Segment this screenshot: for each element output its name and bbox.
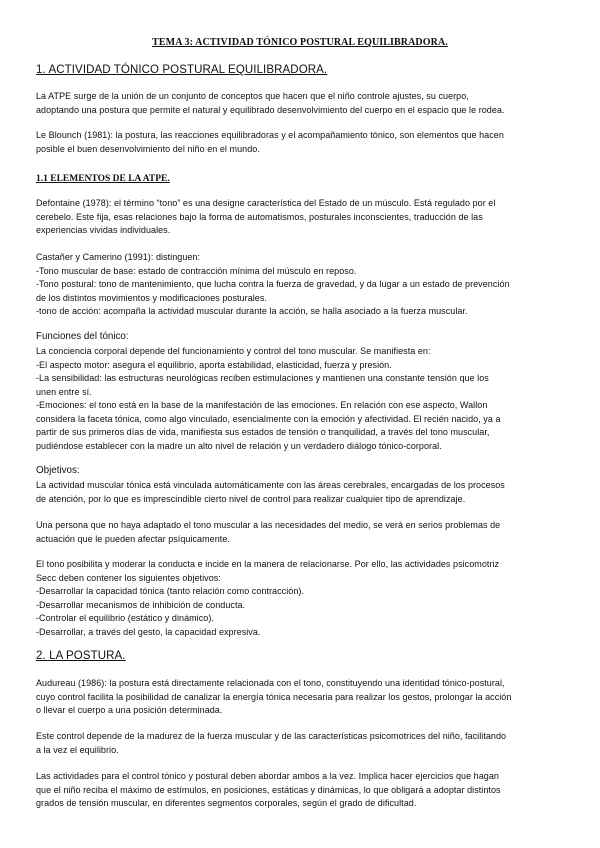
castaner-paragraph: Castañer y Camerino (1991): distinguen: -Tono muscular de base: estado de contracción mínima del músculo en reposo. -Tono postural: tono de mantenimiento, que lucha contra la fuerza de gravedad, y da lugar a un estado de prevención de los distintos movimientos y modificaciones posturales. -tono de acción: acompaña la actividad muscular durante la acción, se halla asociado a la fuerza muscular. [36, 252, 510, 316]
section-2-heading: 2. LA POSTURA. [36, 650, 126, 662]
control-paragraph: Este control depende de la madurez de la fuerza muscular y de las características psicomotrices del niño, facilitando a la vez el equilibrio. [36, 731, 507, 755]
persona-paragraph: Una persona que no haya adaptado el tono muscular a las necesidades del medio, se verá en serios problemas de actuación que le pueden afectar psíquicamente. [36, 520, 501, 544]
defontaine-paragraph: Defontaine (1978): el término “tono” es una designe característica del Estado de un músculo. Está regulado por el cerebelo. Este fija, esas relaciones bajo la forma de automatismos, posturales inconscientes, traducción de las experiencias vividas individuales. [36, 198, 496, 235]
section-1-heading: 1. ACTIVIDAD TÓNICO POSTURAL EQUILIBRADORA. [36, 64, 328, 76]
audureau-paragraph: Audureau (1986): la postura está directamente relacionada con el tono, constituyendo una identidad tónico-postural, cuyo control facilita la posibilidad de canalizar la energía tónica necesaria para realizar los gestos, prolongar la acción o llevar el cuerpo a una posición determinada. [36, 678, 512, 715]
subsection-1-1-heading: 1.1 ELEMENTOS DE LA ATPE. [36, 174, 170, 184]
objetivos-label: Objetivos: [36, 465, 80, 476]
actividades-paragraph: Las actividades para el control tónico y postural deben abordar ambos a la vez. Implica hacer ejercicios que hagan que el niño reciba el máximo de estímulos, en posiciones, estáticas y dinámicas, lo que obligará a adoptar distintos grados de tensión muscular, en diferentes segmentos corporales, según el grado de dificultad. [36, 771, 501, 808]
document-title: TEMA 3: ACTIVIDAD TÓNICO POSTURAL EQUILIBRADORA. [152, 37, 448, 48]
objetivos-paragraph: La actividad muscular tónica está vinculada automáticamente con las áreas cerebrales, encargadas de los procesos de atención, por lo que es imprescindible cierto nivel de control para realizar cualquier tipo de aprendizaje. [36, 480, 505, 504]
funciones-label: Funciones del tónico: [36, 331, 129, 342]
section-1-paragraph-2: Le Blounch (1981): la postura, las reacciones equilibradoras y el acompañamiento tónico, son elementos que hacen posible el buen desenvolvimiento del niño en el mundo. [36, 130, 504, 154]
funciones-paragraph: La conciencia corporal depende del funcionamiento y control del tono muscular. Se manifiesta en: -El aspecto motor: asegura el equilibrio, aporta estabilidad, elasticidad, fuerza y presión. -La sensibilidad: las estructuras neurológicas reciben estimulaciones y mantienen una constante tensión que los unen entre sí. -Emociones: el tono está en la base de la manifestación de las emociones. En relación con ese aspecto, Wallon considera la faceta tónica, como algo vinculado, esencialmente con la emoción y afectividad. El recién nacido, ya a partir de sus primeros días de vida, manifiesta sus estados de tensión o tranquilidad, a través del tono muscular, pudiéndose establecer con la madre un alto nivel de relación y un verdadero diálogo tónico-corporal. [36, 346, 501, 451]
tono-objetivos-paragraph: El tono posibilita y moderar la conducta e incide en la manera de relacionarse. Por ello, las actividades psicomotriz Secc deben contener los siguientes objetivos: -Desarrollar la capacidad tónica (tanto relación como contracción). -Desarrollar mecanismos de inhibición de conducta. -Controlar el equilibrio (estático y dinámico). -Desarrollar, a través del gesto, la capacidad expresiva. [36, 559, 500, 637]
section-1-paragraph-1: La ATPE surge de la unión de un conjunto de conceptos que hacen que el niño controle ajustes, su cuerpo, adoptando una postura que permite el natural y equilibrado desenvolvimiento del cuerpo en el espacio que le rodea. [36, 91, 505, 115]
